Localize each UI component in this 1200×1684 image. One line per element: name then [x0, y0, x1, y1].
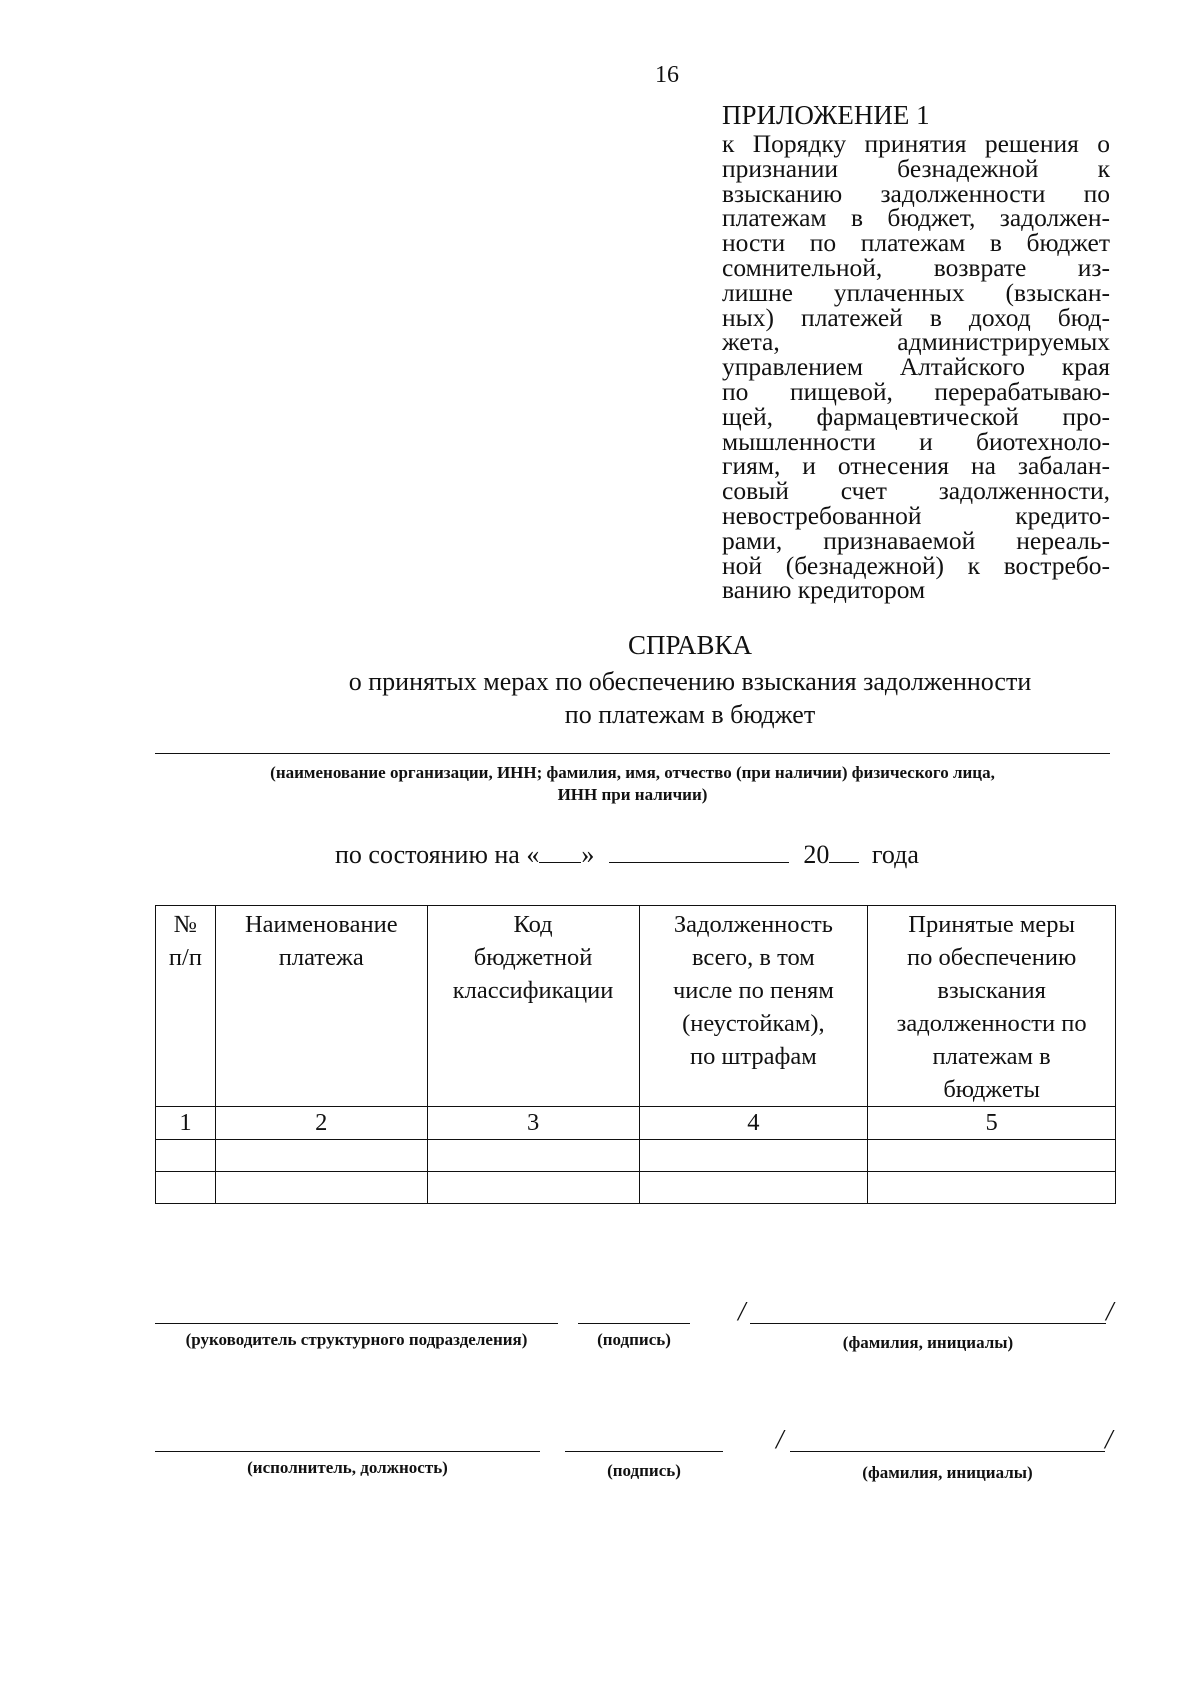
appendix-line: щей, фармацевтической про- [722, 401, 1110, 431]
as-of-close-quote: » [581, 840, 595, 869]
header-line: (неустойкам), [682, 1010, 825, 1037]
appendix-line: ной (безнадежной) к востребо- [722, 550, 1110, 580]
measures-table [155, 905, 1116, 1204]
day-blank[interactable] [539, 842, 581, 863]
executor-initials-line[interactable] [790, 1451, 1105, 1452]
column-number: 1 [156, 1107, 216, 1140]
table-cell[interactable] [868, 1140, 1116, 1172]
appendix-line: взысканию задолженности по [722, 178, 1110, 208]
appendix-line: сомнительной, возврате из- [722, 252, 1110, 282]
column-number: 5 [868, 1107, 1116, 1140]
year-prefix: 20 [803, 840, 830, 869]
appendix-line: ванию кредитором [722, 575, 926, 605]
header-line: платежам в [932, 1043, 1051, 1070]
header-line: по обеспечению [906, 944, 1077, 971]
header-line: бюджетной [473, 944, 593, 971]
table-cell[interactable] [639, 1140, 868, 1172]
header-line: Задолженность [673, 911, 833, 938]
column-number-row [156, 1107, 1116, 1140]
executor-initials-caption: (фамилия, инициалы) [862, 1463, 1033, 1482]
year-blank[interactable] [829, 842, 859, 863]
table-cell[interactable] [427, 1172, 639, 1204]
document-title: СПРАВКА [627, 630, 753, 660]
head-initials-caption: (фамилия, инициалы) [842, 1333, 1014, 1352]
appendix-line: управлением Алтайского края [722, 352, 1110, 382]
header-cell-number [156, 906, 216, 1107]
table-row [156, 1140, 1116, 1172]
appendix-line: жета, администрируемых [722, 327, 1110, 357]
appendix-block [722, 100, 1110, 603]
slash-left: / [776, 1424, 784, 1454]
appendix-line: по пищевой, перерабатываю- [722, 376, 1110, 406]
table-header-row [156, 906, 1116, 1107]
header-line: п/п [168, 944, 202, 971]
head-signature-line[interactable] [578, 1323, 690, 1324]
appendix-line: платежам в бюджет, задолжен- [722, 203, 1110, 233]
head-signature-caption: (подпись) [597, 1330, 671, 1349]
header-cell-measures [868, 906, 1116, 1107]
header-line: платежа [278, 944, 364, 971]
appendix-line: совый счет задолженности, [722, 476, 1110, 506]
appendix-text [722, 129, 1110, 605]
head-initials-line[interactable] [750, 1323, 1106, 1324]
organization-fill-line[interactable] [155, 753, 1110, 754]
head-position-caption: (руководитель структурного подразделения) [185, 1330, 528, 1349]
appendix-line: гиям, и отнесения на забалан- [722, 451, 1110, 481]
header-cell-payment-name [215, 906, 427, 1107]
slash-right: / [1105, 1424, 1113, 1454]
header-line: № [173, 911, 198, 938]
appendix-line: лишне уплаченных (взыскан- [722, 277, 1110, 307]
header-line: Принятые меры [908, 911, 1075, 938]
appendix-line: ных) платежей в доход бюд- [722, 302, 1110, 332]
column-number: 2 [215, 1107, 427, 1140]
caption-line: (наименование организации, ИНН; фамилия, имя, отчество (при наличии) физического лица, [270, 763, 995, 782]
page-number: 16 [655, 62, 679, 88]
appendix-line: мышленности и биотехноло- [722, 426, 1110, 456]
header-cell-budget-code [427, 906, 639, 1107]
caption-line: ИНН при наличии) [557, 785, 708, 804]
header-line: Наименование [244, 911, 398, 938]
table-cell[interactable] [639, 1172, 868, 1204]
executor-signature-caption: (подпись) [607, 1461, 681, 1480]
appendix-line: к Порядку принятия решения о [722, 129, 1110, 158]
as-of-date-line [335, 840, 919, 870]
header-line: по штрафам [690, 1043, 817, 1070]
appendix-line: невостребованной кредито- [722, 500, 1110, 530]
head-name-line[interactable] [155, 1323, 558, 1324]
header-line: взыскания [937, 977, 1046, 1004]
month-blank[interactable] [609, 842, 789, 863]
subtitle-line: о принятых мерах по обеспечению взыскания задолженности [348, 667, 1032, 696]
appendix-line: признании безнадежной к [722, 153, 1110, 183]
header-line: бюджеты [943, 1076, 1040, 1103]
table-cell[interactable] [868, 1172, 1116, 1204]
table-cell[interactable] [156, 1140, 216, 1172]
organization-caption [155, 762, 1110, 806]
table-row [156, 1172, 1116, 1204]
as-of-suffix: года [871, 840, 919, 869]
appendix-line: рами, признаваемой нереаль- [722, 525, 1110, 555]
executor-name-line[interactable] [155, 1451, 540, 1452]
appendix-title: ПРИЛОЖЕНИЕ 1 [722, 100, 930, 130]
table-cell[interactable] [215, 1172, 427, 1204]
appendix-line: ности по платежам в бюджет [722, 228, 1110, 258]
executor-signature-line[interactable] [565, 1451, 723, 1452]
header-line: классификации [452, 977, 614, 1004]
table-cell[interactable] [427, 1140, 639, 1172]
header-line: всего, в том [691, 944, 815, 971]
document-subtitle [0, 665, 1200, 731]
as-of-prefix: по состоянию на « [335, 840, 540, 869]
header-line: Код [513, 911, 553, 938]
header-cell-debt [639, 906, 868, 1107]
column-number: 4 [639, 1107, 868, 1140]
executor-position-caption: (исполнитель, должность) [247, 1458, 448, 1477]
slash-right: / [1106, 1296, 1114, 1326]
header-line: задолженности по [896, 1010, 1087, 1037]
header-line: числе по пеням [672, 977, 834, 1004]
table-cell[interactable] [156, 1172, 216, 1204]
slash-left: / [738, 1296, 746, 1326]
column-number: 3 [427, 1107, 639, 1140]
subtitle-line: по платежам в бюджет [564, 700, 816, 729]
table-cell[interactable] [215, 1140, 427, 1172]
